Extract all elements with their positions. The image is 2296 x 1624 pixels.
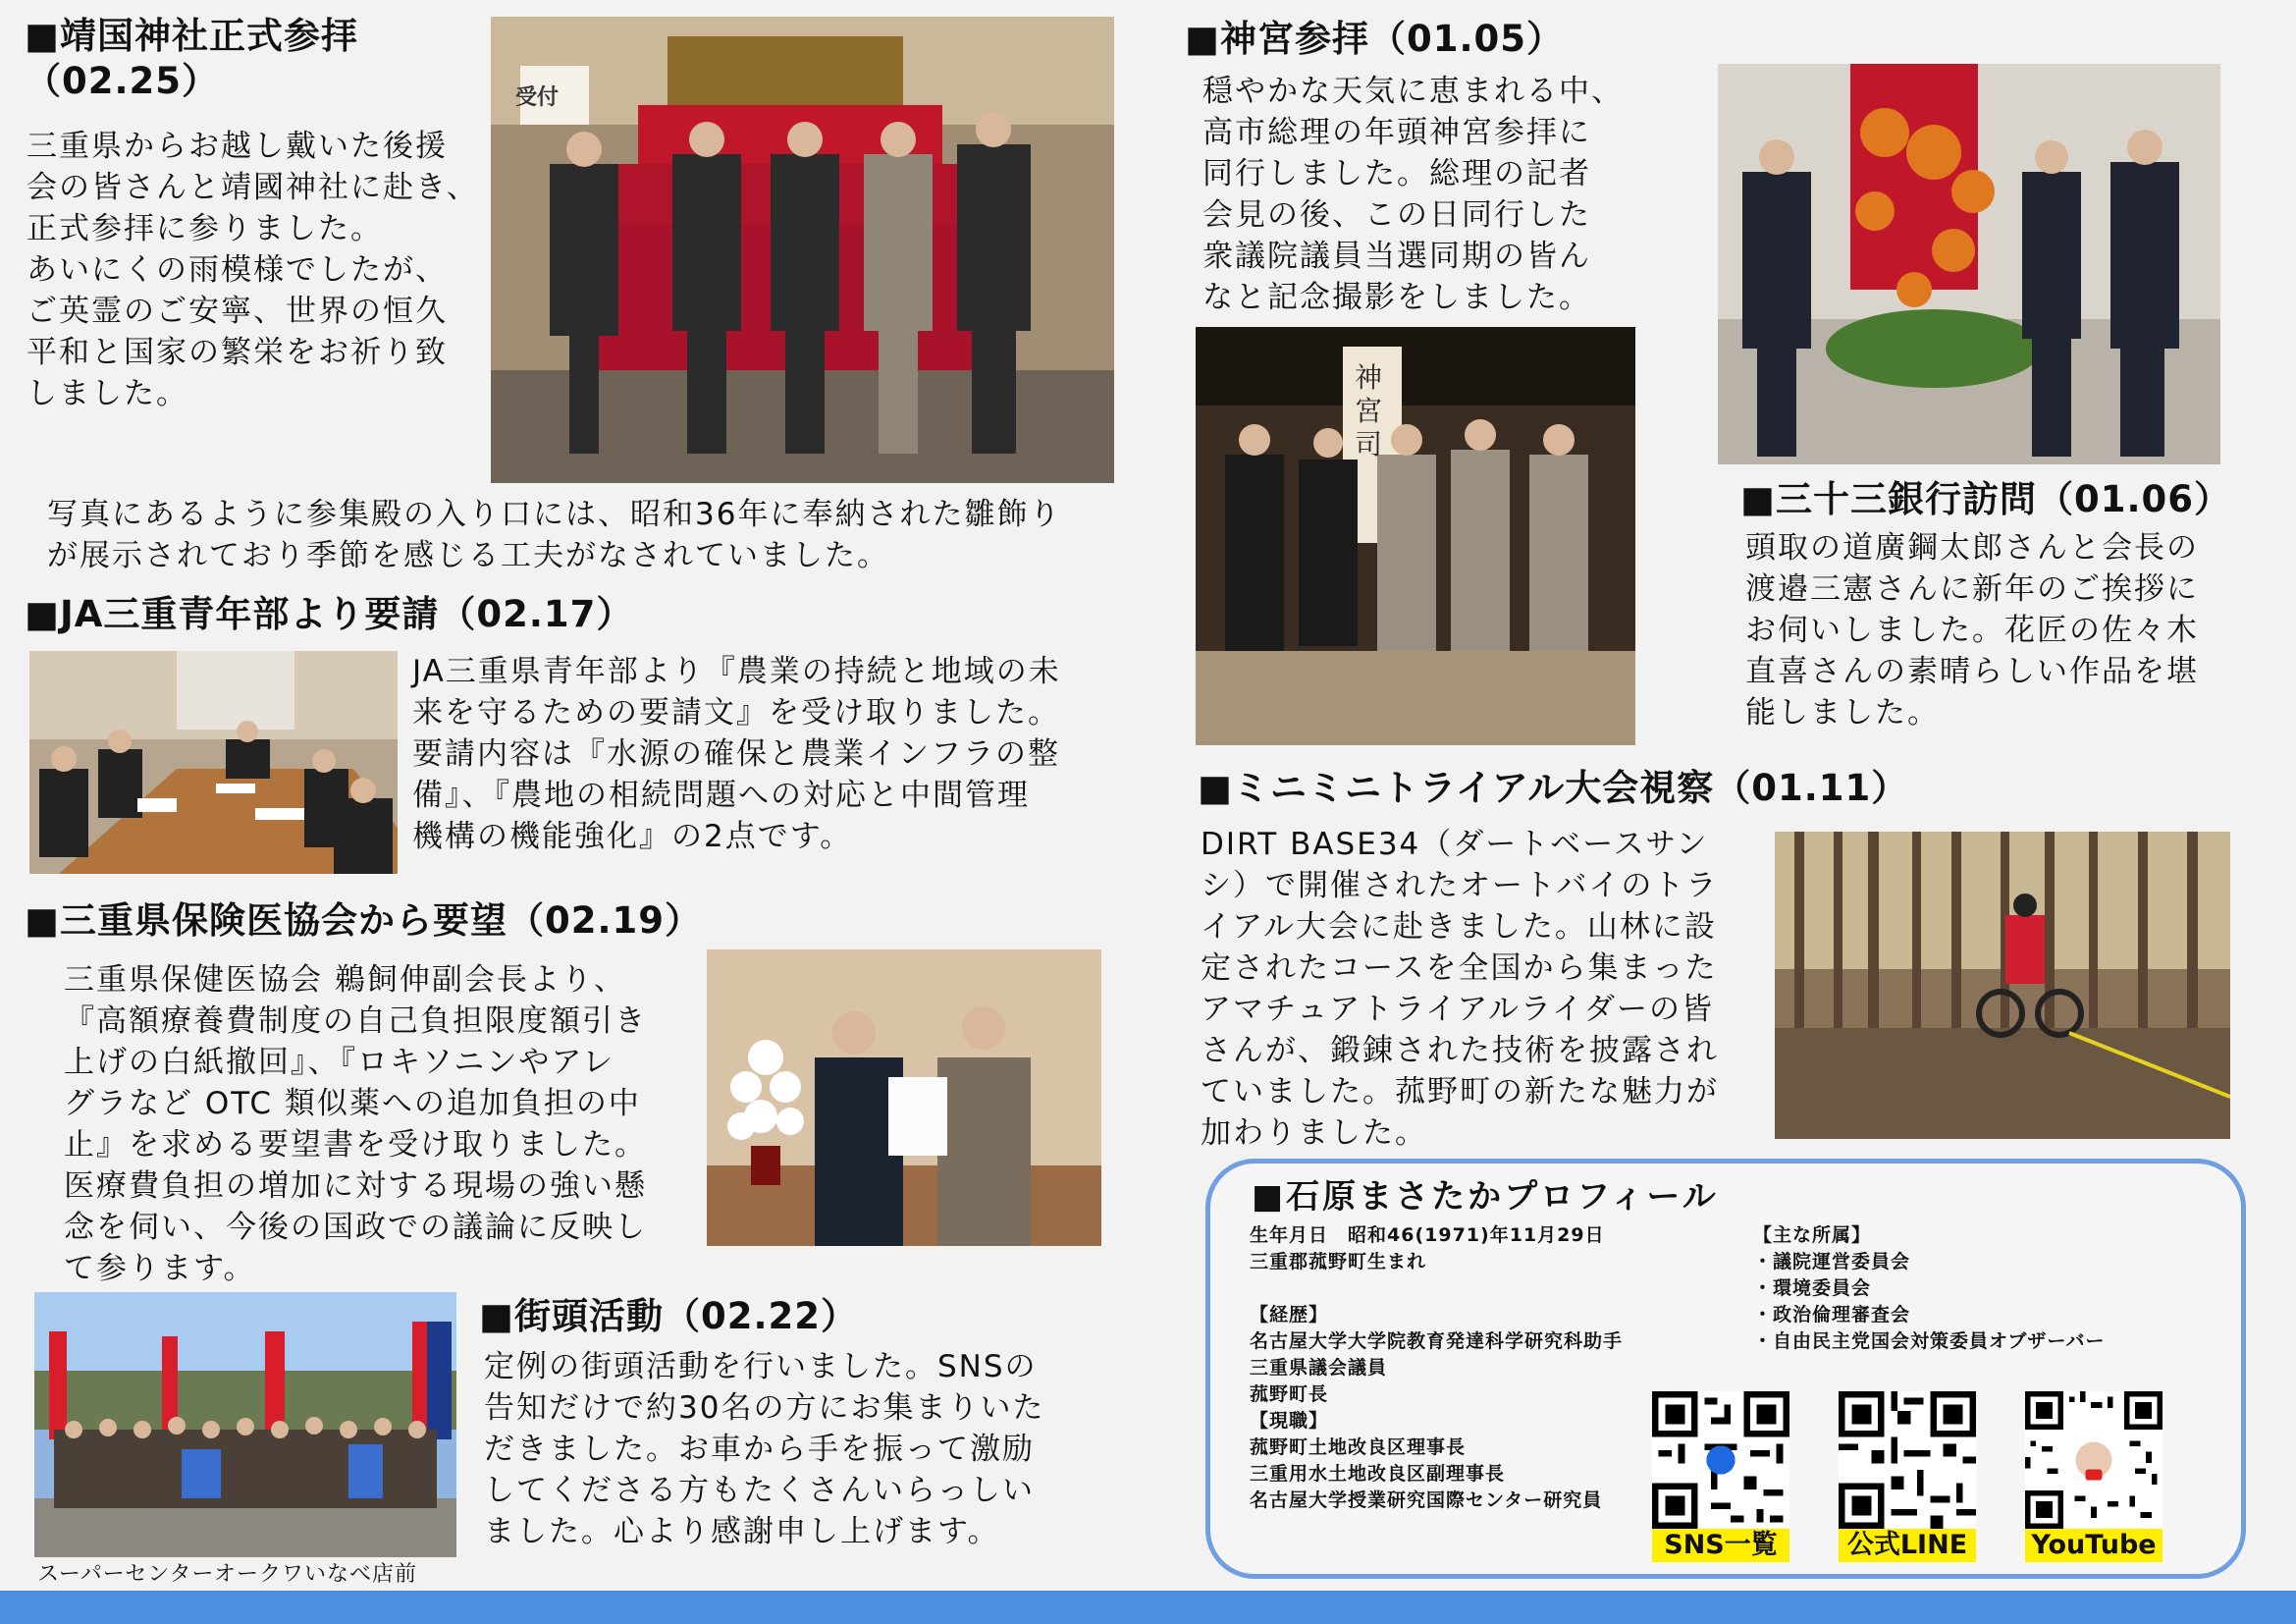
profile-title: ■石原まさたかプロフィール xyxy=(1252,1177,1719,1217)
ja-photo xyxy=(29,651,398,874)
bottom-bar xyxy=(0,1591,2296,1624)
jingu-photo xyxy=(1196,327,1635,745)
uketsuke-sign: 受付 xyxy=(515,85,560,110)
jingu-body: 穏やかな天気に恵まれる中、 高市総理の年頭神宮参拝に 同行しました。総理の記者 会見の後、この日同行した 衆議院議員当選同期の皆ん なと記念撮影をしました。 xyxy=(1202,74,1624,315)
gaito-photo xyxy=(34,1292,456,1557)
bank-photo xyxy=(1718,64,2220,464)
trial-body: DIRT BASE34（ダートベースサン シ）で開催されたオートバイのトラ イアル大会に赴きました。山林に設 定されたコースを全国から集まった アマチュアトライアルライダーの皆 さんが、鍛錬された技術を披露され ていました。菰野町の新たな魅力が 加わりました。 xyxy=(1201,827,1719,1151)
youtube-qr-code[interactable] xyxy=(2025,1391,2163,1529)
yasukuni-photo xyxy=(491,17,1114,483)
profile-affiliations: 【主な所属】 ・議院運営委員会 ・環境委員会 ・政治倫理審査会 ・自由民主党国会対策委員オブザーバー xyxy=(1753,1224,2106,1352)
sns-list-label[interactable]: SNS一覧 xyxy=(1652,1529,1789,1562)
profile-box xyxy=(1205,1159,2246,1579)
jingu-sign: 神宮司 xyxy=(1355,361,1383,460)
gaito-title: ■街頭活動（02.22） xyxy=(479,1295,858,1337)
yasukuni-note: 写真にあるように参集殿の入り口には、昭和36年に奉納された雛飾り が展示されており季節を感じる工夫がなされていました。 xyxy=(47,497,1062,573)
sns-qr-code[interactable] xyxy=(1652,1391,1789,1529)
profile-career: 生年月日 昭和46(1971)年11月29日 三重郡菰野町生まれ 【経歴】 名古屋大学大学院教育発達科学研究科助手 三重県議会議員 菰野町長 【現職】 菰野町土地改良区理事長 三重用水土地改良区副理事長 名古屋大学授業研究国際センター研究員 xyxy=(1250,1224,1624,1511)
gaito-caption: スーパーセンターオークワいなべ店前 xyxy=(37,1562,418,1587)
yasukuni-date: （02.25） xyxy=(25,60,220,102)
gaito-body: 定例の街頭活動を行いました。SNSの 告知だけで約30名の方にお集まりいた だきました。お車から手を振って激励 してくださる方もたくさんいらっしい ました。心より感謝申し上げます。 xyxy=(484,1349,1045,1549)
bank-title: ■三十三銀行訪問（01.06） xyxy=(1740,478,2231,520)
ja-body: JA三重県青年部より『農業の持続と地域の未 来を守るための要請文』を受け取りました。 要請内容は『水源の確保と農業インフラの整 備』、『農地の相続問題への対応と中間管理 機構の機能強化』の2点です。 xyxy=(412,654,1061,854)
hoken-photo xyxy=(707,949,1101,1246)
yasukuni-body: 三重県からお越し戴いた後援 会の皆さんと靖國神社に赴き、 正式参拝に参りました。 あいにくの雨模様でしたが、 ご英霊のご安寧、世界の恒久 平和と国家の繁栄をお祈り致 しました。 xyxy=(27,129,479,411)
hoken-body: 三重県保健医協会 鵜飼伸副会長より、 『高額療養費制度の自己負担限度額引き 上げの白紙撤回』、『ロキソニンやアレ グラなど OTC 類似薬への追加負担の中 止』を求める要望書を受け取りました。 医療費負担の増加に対する現場の強い懸 念を伺い、今後の国政での議論に反映し て参ります。 xyxy=(64,962,647,1286)
bank-body: 頭取の道廣鋼太郎さんと会長の 渡邉三憲さんに新年のご挨拶に お伺いしました。花匠の佐々木 直喜さんの素晴らしい作品を堪 能しました。 xyxy=(1745,530,2199,731)
ja-title: ■JA三重青年部より要請（02.17） xyxy=(25,593,634,635)
line-qr-code[interactable] xyxy=(1839,1391,1976,1529)
jingu-title: ■神宮参拝（01.05） xyxy=(1185,18,1564,60)
trial-title: ■ミニミニトライアル大会視察（01.11） xyxy=(1198,767,1909,809)
trial-photo xyxy=(1775,832,2230,1139)
yasukuni-title: ■靖国神社正式参拝 xyxy=(25,15,358,57)
hoken-title: ■三重県保険医協会から要望（02.19） xyxy=(25,899,702,942)
youtube-label[interactable]: YouTube xyxy=(2025,1529,2163,1562)
official-line-label[interactable]: 公式LINE xyxy=(1839,1529,1976,1562)
